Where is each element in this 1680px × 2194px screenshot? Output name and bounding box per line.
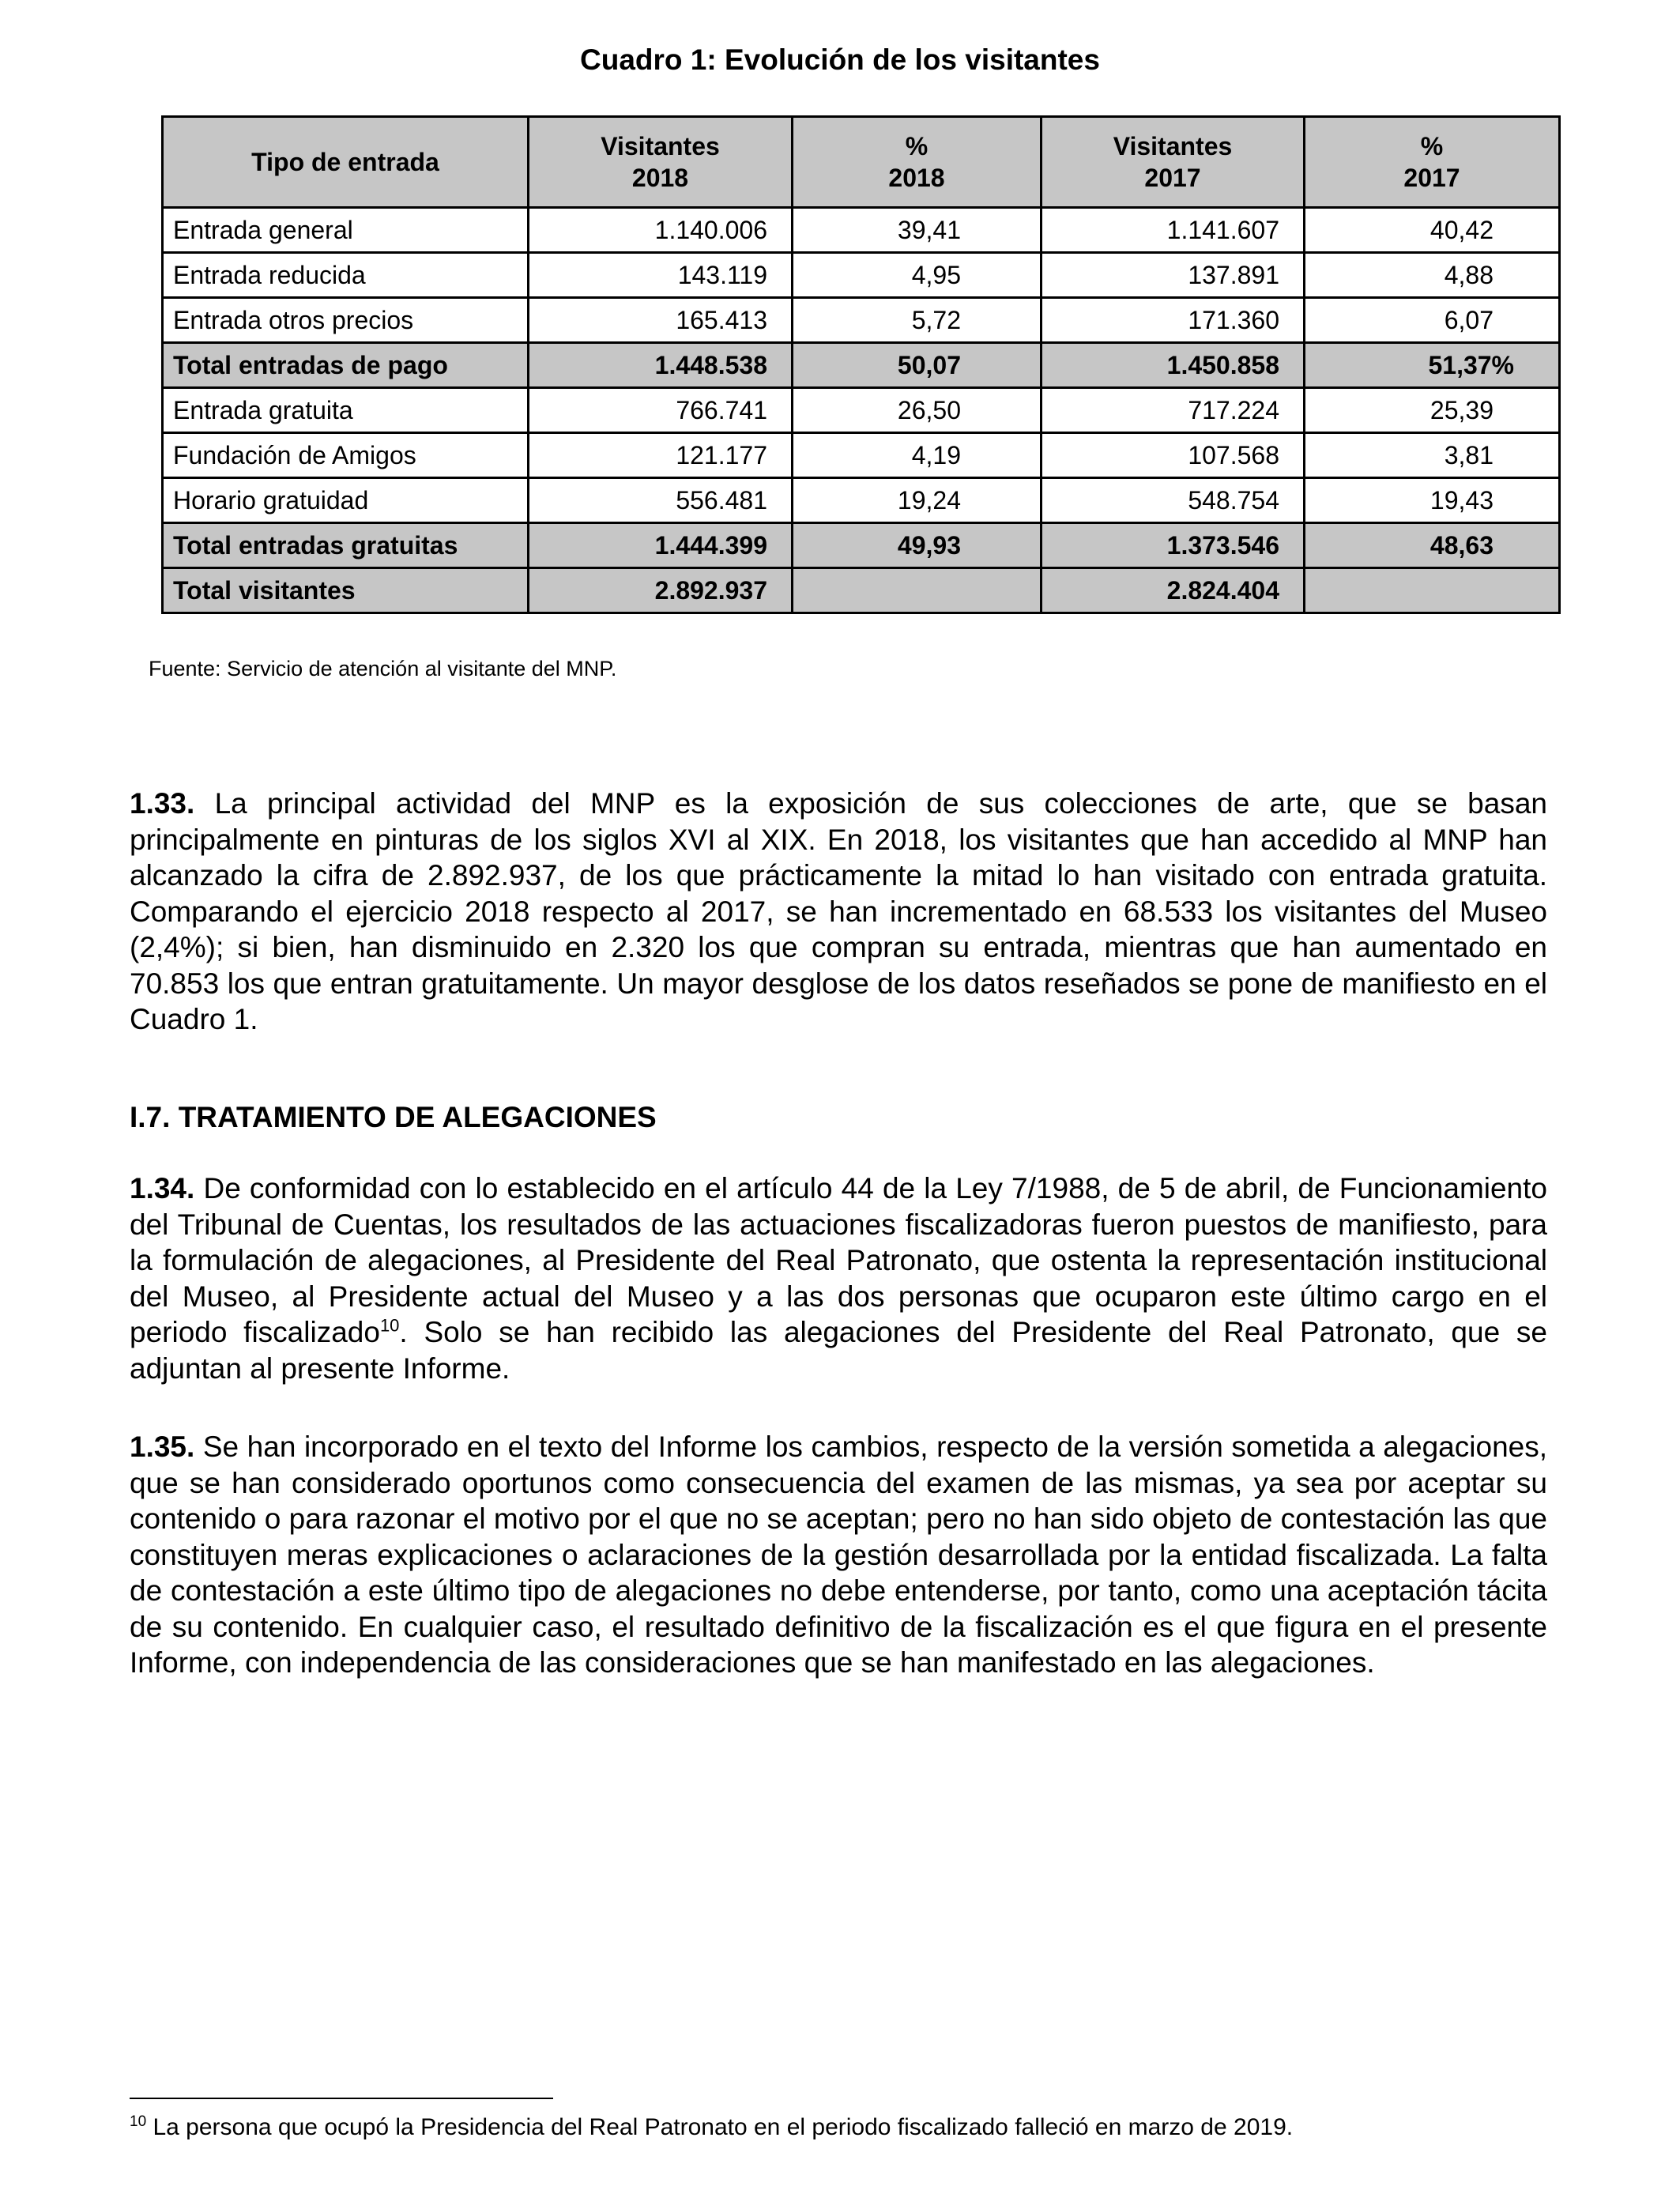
paragraph-text: Se han incorporado en el texto del Informe los cambios, respecto de la versión sometida a alegaciones, que se han considerado oportunos como consecuencia del examen de las mismas, ya sea por aceptar su contenido o para razonar el motivo por el que no se aceptan; pero no han sido objeto de contestación las que constituyen meras explicaciones o aclaraciones de la gestión desarrollada por la entidad fiscalizada. La falta de contestación a este último tipo de alegaciones no debe entenderse, por tanto, como una aceptación tácita de su contenido. En cualquier caso, el resultado definitivo de la fiscalización es el que figura en el presente Informe, con independencia de las consideraciones que se han manifestado en las alegaciones. — [130, 1431, 1547, 1679]
cell-pct-2017: 40,42 — [1305, 208, 1560, 253]
row-label: Horario gratuidad — [163, 478, 529, 523]
cell-pct-2018: 19,24 — [793, 478, 1042, 523]
paragraph-number: 1.34. — [130, 1172, 195, 1204]
footnote — [130, 2112, 1293, 2143]
cell-visitantes-2017: 171.360 — [1042, 298, 1305, 343]
table-row — [163, 433, 1560, 478]
paragraph-number: 1.33. — [130, 787, 195, 820]
cell-pct-2018: 39,41 — [793, 208, 1042, 253]
cell-pct-2018 — [793, 568, 1042, 613]
table-source-note: Fuente: Servicio de atención al visitante del MNP. — [149, 657, 617, 680]
paragraph-1-33 — [130, 786, 1547, 1038]
cell-visitantes-2018: 143.119 — [529, 253, 793, 298]
paragraph-text: . Solo se han recibido las alegaciones del Presidente del Real Patronato, que se adjuntan al presente Informe. — [130, 1316, 1547, 1385]
row-label: Entrada reducida — [163, 253, 529, 298]
cell-visitantes-2017: 548.754 — [1042, 478, 1305, 523]
paragraph-number: 1.35. — [130, 1431, 195, 1463]
cell-visitantes-2017: 107.568 — [1042, 433, 1305, 478]
header-tipo: Tipo de entrada — [163, 117, 529, 208]
cell-visitantes-2018: 766.741 — [529, 388, 793, 433]
cell-visitantes-2017: 137.891 — [1042, 253, 1305, 298]
cell-pct-2017: 19,43 — [1305, 478, 1560, 523]
table-row — [163, 388, 1560, 433]
cell-pct-2018: 4,19 — [793, 433, 1042, 478]
table-row — [163, 298, 1560, 343]
cell-pct-2018: 4,95 — [793, 253, 1042, 298]
footnote-number: 10 — [130, 2113, 147, 2130]
visitors-table — [161, 115, 1561, 614]
paragraph-1-35 — [130, 1429, 1547, 1681]
footnote-text: La persona que ocupó la Presidencia del Real Patronato en el periodo fiscalizado falleció en marzo de 2019. — [146, 2114, 1294, 2140]
table-title: Cuadro 1: Evolución de los visitantes — [580, 43, 1100, 76]
cell-pct-2018: 49,93 — [793, 523, 1042, 568]
cell-visitantes-2018: 2.892.937 — [529, 568, 793, 613]
row-label: Fundación de Amigos — [163, 433, 529, 478]
header-pct-2017: % 2017 — [1305, 117, 1560, 208]
cell-visitantes-2017: 1.450.858 — [1042, 343, 1305, 388]
cell-pct-2018: 26,50 — [793, 388, 1042, 433]
table-row — [163, 208, 1560, 253]
section-heading: I.7. TRATAMIENTO DE ALEGACIONES — [130, 1101, 657, 1133]
paragraph-text: De conformidad con lo establecido en el artículo 44 de la Ley 7/1988, de 5 de abril, de Funcionamiento del Tribunal de Cuentas, los resultados de las actuaciones fiscalizadoras fueron puestos de manifiesto, para la formulación de alegaciones, al Presidente del Real Patronato, que ostenta la representación institucional del Museo, al Presidente actual del Museo y a las dos personas que ocuparon este último cargo en el periodo fiscalizado — [130, 1172, 1547, 1348]
cell-visitantes-2018: 1.444.399 — [529, 523, 793, 568]
row-label: Total visitantes — [163, 568, 529, 613]
row-label: Total entradas de pago — [163, 343, 529, 388]
cell-pct-2017: 3,81 — [1305, 433, 1560, 478]
table-header-row — [163, 117, 1560, 208]
cell-pct-2017: 51,37% — [1305, 343, 1560, 388]
cell-pct-2017 — [1305, 568, 1560, 613]
header-pct-2018: % 2018 — [793, 117, 1042, 208]
cell-visitantes-2018: 556.481 — [529, 478, 793, 523]
table-row — [163, 478, 1560, 523]
paragraph-text: La principal actividad del MNP es la exposición de sus colecciones de arte, que se basan principalmente en pinturas de los siglos XVI al XIX. En 2018, los visitantes que han accedido al MNP han alcanzado la cifra de 2.892.937, de los que prácticamente la mitad lo han visitado con entrada gratuita. Comparando el ejercicio 2018 respecto al 2017, se han incrementado en 68.533 los visitantes del Museo (2,4%); si bien, han disminuido en 2.320 los que compran su entrada, mientras que han aumentado en 70.853 los que entran gratuitamente. Un mayor desglose de los datos reseñados se pone de manifiesto en el Cuadro 1. — [130, 787, 1547, 1035]
cell-visitantes-2018: 1.140.006 — [529, 208, 793, 253]
cell-visitantes-2017: 2.824.404 — [1042, 568, 1305, 613]
cell-pct-2018: 50,07 — [793, 343, 1042, 388]
header-visitantes-2018: Visitantes 2018 — [529, 117, 793, 208]
row-label: Entrada otros precios — [163, 298, 529, 343]
header-visitantes-2017: Visitantes 2017 — [1042, 117, 1305, 208]
table-total-row — [163, 523, 1560, 568]
table-row — [163, 253, 1560, 298]
paragraph-1-34 — [130, 1171, 1547, 1386]
cell-pct-2018: 5,72 — [793, 298, 1042, 343]
cell-pct-2017: 4,88 — [1305, 253, 1560, 298]
cell-visitantes-2018: 165.413 — [529, 298, 793, 343]
table-total-row — [163, 568, 1560, 613]
cell-visitantes-2018: 121.177 — [529, 433, 793, 478]
cell-pct-2017: 6,07 — [1305, 298, 1560, 343]
row-label: Total entradas gratuitas — [163, 523, 529, 568]
footnote-divider — [130, 2098, 553, 2099]
cell-pct-2017: 25,39 — [1305, 388, 1560, 433]
table-total-row — [163, 343, 1560, 388]
cell-pct-2017: 48,63 — [1305, 523, 1560, 568]
cell-visitantes-2017: 1.373.546 — [1042, 523, 1305, 568]
footnote-reference[interactable]: 10 — [379, 1315, 400, 1336]
row-label: Entrada general — [163, 208, 529, 253]
row-label: Entrada gratuita — [163, 388, 529, 433]
cell-visitantes-2018: 1.448.538 — [529, 343, 793, 388]
cell-visitantes-2017: 717.224 — [1042, 388, 1305, 433]
cell-visitantes-2017: 1.141.607 — [1042, 208, 1305, 253]
